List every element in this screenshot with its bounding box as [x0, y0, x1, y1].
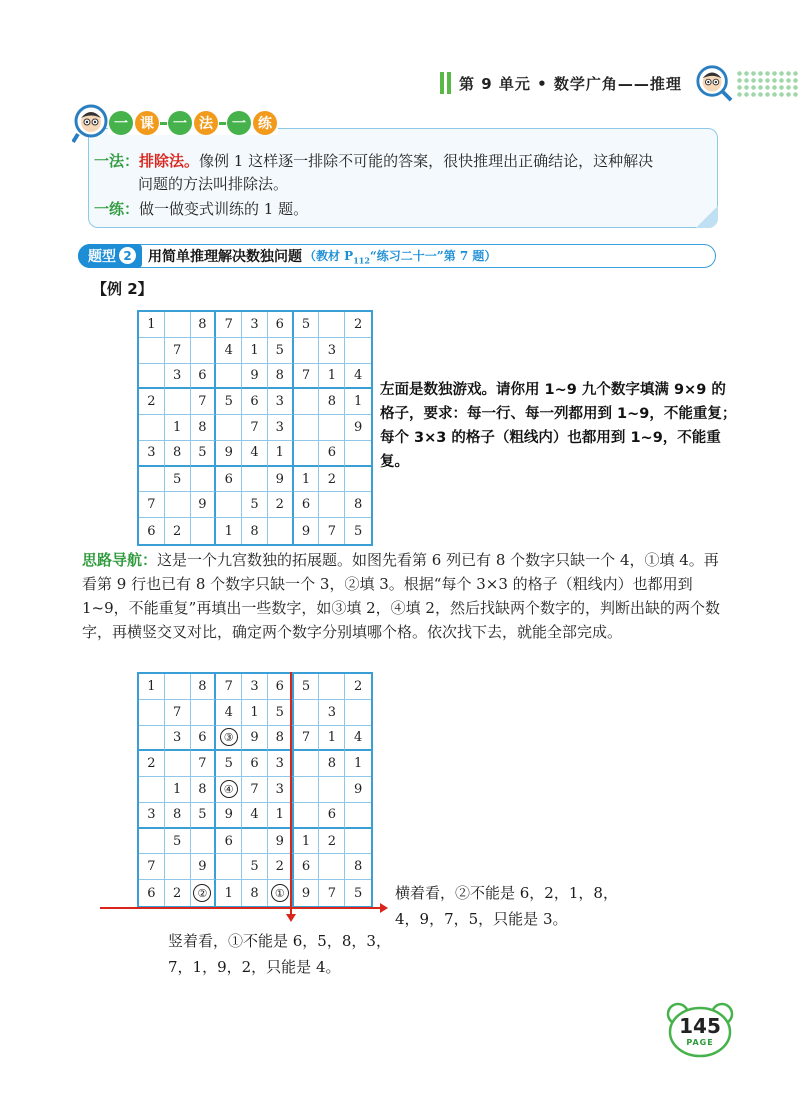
horizontal-note: 横着看，②不能是 6，2，1，8，4，9，7，5，只能是 3。: [395, 884, 618, 928]
sudoku-cell: [294, 415, 320, 441]
sudoku-cell: 2: [319, 467, 345, 493]
sudoku-cell: 9: [216, 441, 242, 467]
sudoku-cell: 1: [319, 364, 345, 390]
sudoku-cell: 9: [294, 880, 320, 906]
sudoku-rules-text: 左面是数独游戏。请你用 1~9 九个数字填满 9×9 的格子，要求：每一行、每一列都用到 1~9，不能重复；每个 3×3 的格子（粗线内）也都用到 1~9，不能重复。: [380, 382, 737, 470]
sudoku-cell: 5: [294, 312, 320, 338]
sudoku-cell: [139, 364, 165, 390]
sudoku-cell: 1: [268, 803, 294, 829]
magnifier-mascot-icon: [72, 102, 114, 144]
sudoku-cell: 8: [191, 674, 217, 700]
sudoku-cell: 1: [345, 751, 371, 777]
mascot-magnifier-icon: [695, 64, 733, 102]
sudoku-cell: 5: [353, 523, 363, 539]
sudoku-cell: [294, 441, 320, 467]
page-label: PAGE: [686, 1038, 714, 1047]
sudoku-cell: 5: [191, 803, 217, 829]
sudoku-grid-solution-steps: [137, 672, 373, 908]
circled-marker: ②: [193, 884, 211, 902]
page-number-badge: [664, 1000, 736, 1060]
sudoku-cell: 7: [242, 777, 268, 803]
sudoku-cell: 4: [242, 803, 268, 829]
sudoku-cell: 7: [139, 854, 165, 880]
sudoku-cell: 8: [242, 880, 268, 906]
sudoku-cell: 5: [242, 854, 268, 880]
sudoku-cell: 3: [242, 312, 268, 338]
sudoku-cell: 3: [268, 751, 294, 777]
chapter-title: 第 9 单元 • 数学广角——推理: [459, 74, 682, 93]
sudoku-cell: 2: [345, 674, 371, 700]
sudoku-cell: 1: [294, 467, 320, 493]
sudoku-cell: 6: [216, 829, 242, 855]
sudoku-cell: 9: [294, 518, 320, 544]
sudoku-cell: 6: [242, 389, 268, 415]
sudoku-cell: 9: [345, 777, 371, 803]
sudoku-cell: 5: [268, 338, 294, 364]
sudoku-cell: 8: [191, 777, 217, 803]
sudoku-cell: [191, 880, 217, 906]
sudoku-cell: 5: [294, 674, 320, 700]
sudoku-cell: [191, 467, 217, 493]
sudoku-cell: 9: [191, 492, 217, 518]
sudoku-cell: 4: [216, 338, 242, 364]
vertical-note: 竖着看，①不能是 6，5，8，3，7，1，9，2，只能是 4。: [168, 932, 391, 976]
sudoku-cell: [139, 467, 165, 493]
circled-marker: ④: [220, 780, 238, 798]
sudoku-cell: 3: [165, 364, 191, 390]
sudoku-cell: [319, 312, 345, 338]
circled-marker: ③: [220, 728, 238, 746]
sudoku-cell: [294, 389, 320, 415]
sudoku-cell: [216, 726, 242, 752]
fa-label: 一法：: [94, 152, 140, 170]
example-label: 【例 2】: [92, 280, 153, 298]
badge-pills: [108, 111, 278, 135]
sudoku-cell: 3: [319, 700, 345, 726]
sudoku-cell: 1: [139, 312, 165, 338]
sudoku-cell: [139, 700, 165, 726]
sudoku-cell: [165, 854, 191, 880]
sudoku-cell: 7: [216, 674, 242, 700]
hint-paragraph: [82, 548, 732, 644]
sudoku-cell: [319, 854, 345, 880]
sudoku-cell: [319, 777, 345, 803]
sudoku-cell: 1: [165, 777, 191, 803]
badge-dash: [219, 122, 226, 125]
sudoku-cell: 6: [191, 364, 217, 390]
sudoku-cell: 8: [191, 312, 217, 338]
sudoku-cell: 6: [242, 751, 268, 777]
sudoku-cell: 1: [242, 338, 268, 364]
sudoku-cell: 3: [139, 803, 165, 829]
sudoku-cell: 1: [165, 415, 191, 441]
sudoku-cell: 1: [345, 389, 371, 415]
sudoku-cell: 9: [191, 854, 217, 880]
sudoku-cell: 8: [319, 751, 345, 777]
sudoku-cell: [165, 751, 191, 777]
hint-text: 这是一个九宫数独的拓展题。如图先看第 6 列已有 8 个数字只缺一个 4，①填 4。再看第 9 行也已有 8 个数字只缺一个 3，②填 3。根据“每个 3×3 的格子（粗线内）也都用到 1~9，不能重复”再填出一些数字，如③填 2，④填 2，然后找缺两个数字的，判断出缺的两个数字，再横竖交叉对比，确定两个数字分别填哪个格。依次找下去，就能全部完成。: [82, 551, 720, 641]
sudoku-cell: 5: [268, 700, 294, 726]
sudoku-cell: [139, 777, 165, 803]
sudoku-cell: 2: [139, 389, 165, 415]
sudoku-cell: [268, 518, 294, 544]
sudoku-cell: 1: [242, 700, 268, 726]
sudoku-cell: 8: [319, 389, 345, 415]
sudoku-cell: [294, 700, 320, 726]
chapter-header: [440, 66, 800, 100]
ref-suffix: “练习二十一”第 7 题）: [369, 248, 497, 263]
sudoku-cell: 9: [216, 803, 242, 829]
sudoku-cell: [345, 467, 371, 493]
sudoku-cell: 7: [165, 700, 191, 726]
sudoku-cell: 6: [139, 518, 165, 544]
ref-prefix: （教材 P: [304, 248, 354, 263]
vertical-arrow: [290, 672, 292, 916]
sudoku-cell: 4: [216, 700, 242, 726]
sudoku-cell: 7: [191, 751, 217, 777]
method-line-2: [94, 198, 308, 220]
sudoku-cell: 6: [319, 803, 345, 829]
sudoku-cell: 8: [345, 854, 371, 880]
sudoku-cell: 6: [319, 441, 345, 467]
sudoku-cell: [345, 803, 371, 829]
fa-text-line-2: 问题的方法叫排除法。: [138, 175, 289, 193]
sudoku-cell: 9: [268, 829, 294, 855]
method-line-1: [94, 150, 653, 172]
sudoku-cell: [294, 777, 320, 803]
sudoku-cell: [165, 674, 191, 700]
sudoku-cell: 7: [294, 726, 320, 752]
sudoku-cell: 2: [165, 518, 191, 544]
sudoku-cell: 1: [216, 880, 242, 906]
sudoku-cell: 7: [242, 415, 268, 441]
sudoku-cell: 8: [242, 518, 268, 544]
sudoku-cell: [191, 338, 217, 364]
sudoku-cell: [319, 492, 345, 518]
sudoku-cell: [165, 492, 191, 518]
fa-text: 像例 1 这样逐一排除不可能的答案，很快推理出正确结论，这种解决: [199, 152, 654, 170]
sudoku-cell: [242, 829, 268, 855]
sudoku-cell: [216, 415, 242, 441]
sudoku-cell: 7: [216, 312, 242, 338]
sudoku-cell: 7: [139, 492, 165, 518]
sudoku-cell: [165, 312, 191, 338]
sudoku-cell: 8: [268, 364, 294, 390]
sudoku-cell: [294, 338, 320, 364]
badge-char: 法: [194, 111, 218, 135]
sudoku-cell: 3: [165, 726, 191, 752]
fa-term: 排除法。: [139, 152, 200, 170]
badge-char: 一: [109, 111, 133, 135]
sudoku-cell: [191, 518, 217, 544]
textbook-reference: [304, 247, 496, 265]
sudoku-cell: 8: [165, 441, 191, 467]
method-badge: [72, 106, 278, 140]
sudoku-cell: [216, 777, 242, 803]
sudoku-cell: [345, 700, 371, 726]
sudoku-cell: 5: [242, 492, 268, 518]
badge-char: 练: [253, 111, 277, 135]
badge-char: 课: [135, 111, 159, 135]
sudoku-cell: 5: [165, 467, 191, 493]
sudoku-cell: 9: [345, 415, 371, 441]
sudoku-cell: 4: [242, 441, 268, 467]
sudoku-cell: 6: [139, 880, 165, 906]
sudoku-cell: [242, 467, 268, 493]
lian-label: 一练：: [94, 200, 140, 218]
sudoku-cell: 2: [139, 751, 165, 777]
sudoku-cell: 5: [191, 441, 217, 467]
sudoku-cell: 5: [216, 751, 242, 777]
sudoku-cell: [294, 751, 320, 777]
sudoku-cell: 1: [268, 441, 294, 467]
sudoku-cell: 6: [191, 726, 217, 752]
sudoku-cell: 6: [216, 467, 242, 493]
sudoku-cell: 2: [268, 492, 294, 518]
sudoku-cell: [139, 415, 165, 441]
lian-text: 做一做变式训练的 1 题。: [139, 200, 309, 218]
sudoku-cell: 1: [294, 829, 320, 855]
sudoku-grid-puzzle: [137, 310, 373, 546]
sudoku-cell: [139, 338, 165, 364]
sudoku-cell: 7: [294, 364, 320, 390]
sudoku-cell: 7: [319, 880, 345, 906]
circled-marker: ①: [271, 884, 289, 902]
sudoku-cell: 9: [242, 364, 268, 390]
sudoku-cell: [191, 829, 217, 855]
ref-page: 112: [353, 255, 370, 266]
sudoku-cell: 6: [268, 674, 294, 700]
page-number: 145: [679, 1014, 721, 1038]
sudoku-cell: 3: [139, 441, 165, 467]
sudoku-cell: 3: [268, 415, 294, 441]
sudoku-cell: [191, 700, 217, 726]
question-type-tag: [78, 244, 142, 268]
sudoku-cell: 3: [242, 674, 268, 700]
sudoku-cell: [345, 829, 371, 855]
sudoku-cell: 2: [165, 880, 191, 906]
badge-char: 一: [168, 111, 192, 135]
sudoku-cell: 1: [319, 726, 345, 752]
sudoku-cell: 8: [345, 492, 371, 518]
sudoku-cell: 7: [319, 518, 345, 544]
sudoku-cell: 3: [319, 338, 345, 364]
hint-label: 思路导航：: [82, 551, 158, 569]
badge-char: 一: [227, 111, 251, 135]
sudoku-cell: 5: [165, 829, 191, 855]
tag-label: 题型: [88, 248, 116, 265]
sudoku-cell: 1: [216, 518, 242, 544]
sudoku-cell: 4: [345, 726, 371, 752]
sudoku-cell: [216, 854, 242, 880]
sudoku-cell: 9: [242, 726, 268, 752]
sudoku-cell: 5: [216, 389, 242, 415]
header-dots-decoration: [736, 70, 800, 98]
sudoku-cell: 2: [319, 829, 345, 855]
horizontal-arrow: [100, 907, 382, 909]
sudoku-cell: [319, 674, 345, 700]
question-type-title: 用简单推理解决数独问题: [148, 249, 302, 265]
sudoku-cell: 9: [268, 467, 294, 493]
sudoku-cell: [294, 803, 320, 829]
sudoku-cell: 6: [268, 312, 294, 338]
sudoku-cell: 3: [268, 389, 294, 415]
sudoku-cell: [319, 415, 345, 441]
sudoku-cell: [345, 338, 371, 364]
sudoku-cell: [139, 829, 165, 855]
sudoku-cell: 5: [353, 885, 363, 901]
sudoku-cell: [216, 364, 242, 390]
box-corner-decoration: [696, 206, 718, 228]
sudoku-cell: 7: [165, 338, 191, 364]
sudoku-cell: 2: [268, 854, 294, 880]
sudoku-cell: 3: [268, 777, 294, 803]
tag-number: 2: [119, 247, 136, 264]
sudoku-cell: 8: [165, 803, 191, 829]
header-bars-decoration: [440, 72, 451, 94]
sudoku-cell: 8: [191, 415, 217, 441]
sudoku-cell: 6: [294, 854, 320, 880]
sudoku-cell: 4: [345, 364, 371, 390]
sudoku-cell: [345, 441, 371, 467]
sudoku-cell: [139, 726, 165, 752]
sudoku-cell: [216, 492, 242, 518]
sudoku-cell: 8: [268, 726, 294, 752]
sudoku-cell: 6: [294, 492, 320, 518]
sudoku-cell: 2: [345, 312, 371, 338]
sudoku-cell: 7: [191, 389, 217, 415]
sudoku-cell: 1: [139, 674, 165, 700]
badge-dash: [160, 122, 167, 125]
sudoku-cell: [165, 389, 191, 415]
question-type-bar: [78, 244, 716, 268]
